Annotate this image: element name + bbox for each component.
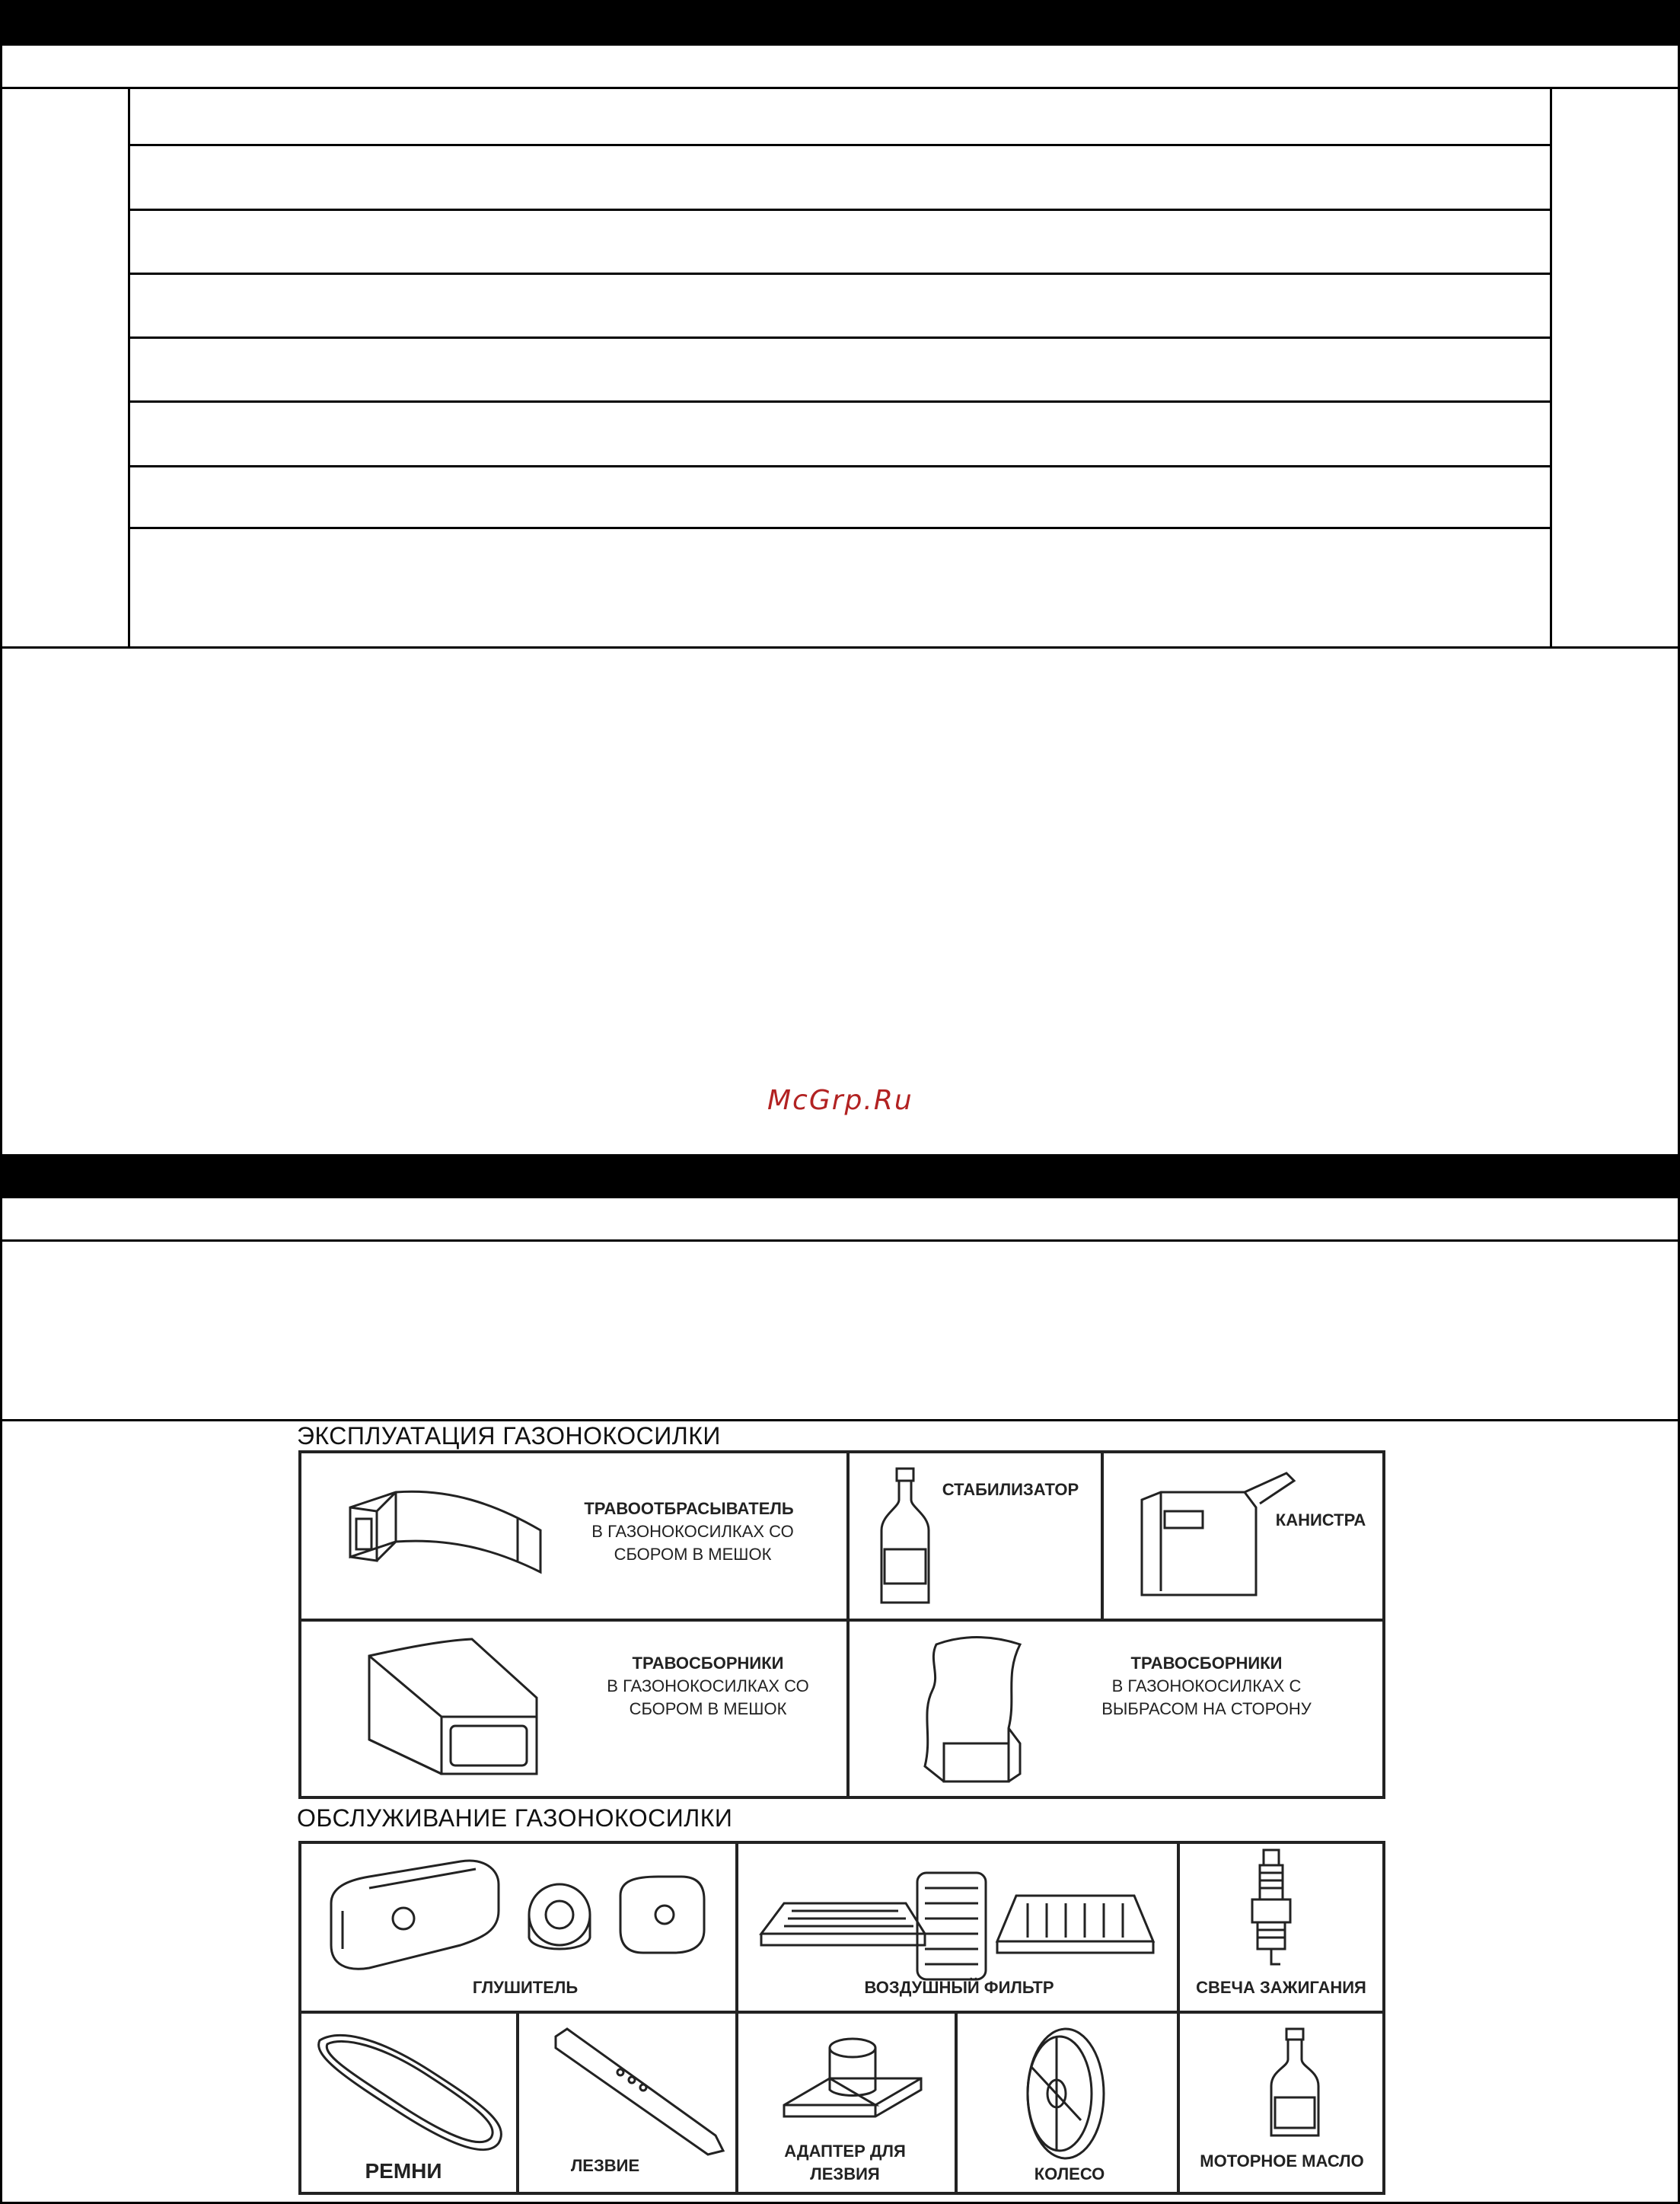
grid-divider (516, 2011, 519, 2195)
muffler-title: ГЛУШИТЕЛЬ (472, 1978, 579, 1997)
operation-heading: ЭКСПЛУАТАЦИЯ ГАЗОНОКОСИЛКИ (297, 1422, 721, 1450)
grid-divider (735, 1841, 738, 2195)
fuel-can-title: КАНИСТРА (1275, 1510, 1366, 1529)
grass-bag-icon (358, 1633, 548, 1785)
empty-table (128, 87, 1552, 649)
blade-adapter-icon (776, 2033, 929, 2139)
blade-title: ЛЕЗВИЕ (570, 2156, 640, 2175)
motor-oil-title: МОТОРНОЕ МАСЛО (1200, 2151, 1364, 2171)
blade-icon (548, 2025, 731, 2162)
side-bag-desc: В ГАЗОНОКОСИЛКАХ С ВЫБРАСОМ НА СТОРОНУ (1101, 1676, 1312, 1718)
discharge-chute-icon (343, 1481, 548, 1603)
grass-bag-title: ТРАВОСБОРНИКИ (632, 1654, 784, 1673)
blade-adapter-title: АДАПТЕР ДЛЯ ЛЕЗВИЯ (784, 2142, 906, 2183)
header-bar-top (0, 0, 1680, 46)
stabilizer-title: СТАБИЛИЗАТОР (942, 1480, 1079, 1499)
belt-icon (308, 2025, 514, 2162)
table-row (128, 209, 1552, 211)
table-row (128, 144, 1552, 146)
wheel-icon (1020, 2021, 1111, 2166)
table-row (128, 527, 1552, 529)
divider (0, 1239, 1680, 1242)
discharge-chute-title: ТРАВООТБРАСЫВАТЕЛЬ (584, 1499, 794, 1518)
air-filter-icon (754, 1858, 1165, 1987)
watermark: McGrp.Ru (767, 1085, 913, 1116)
belt-title: РЕМНИ (365, 2159, 442, 2183)
table-row (128, 337, 1552, 339)
grid-divider (846, 1450, 850, 1799)
motor-oil-bottle-icon (1264, 2025, 1332, 2139)
fuel-can-icon (1130, 1469, 1302, 1606)
wheel-title: КОЛЕСО (1034, 2164, 1105, 2183)
side-bag-title: ТРАВОСБОРНИКИ (1130, 1654, 1283, 1673)
table-row (128, 400, 1552, 403)
table-row (128, 465, 1552, 467)
grid-divider (298, 1619, 1385, 1622)
grid-divider (298, 2011, 1385, 2014)
side-discharge-bag-icon (913, 1629, 1028, 1785)
spark-plug-title: СВЕЧА ЗАЖИГАНИЯ (1196, 1978, 1366, 1997)
air-filter-title: ВОЗДУШНЫЙ ФИЛЬТР (864, 1978, 1054, 1997)
grid-divider (1101, 1450, 1104, 1620)
discharge-chute-desc: В ГАЗОНОКОСИЛКАХ СО СБОРОМ В МЕШОК (591, 1522, 794, 1564)
table-row (128, 273, 1552, 275)
muffler-icon (324, 1858, 727, 1995)
divider (0, 646, 1680, 649)
service-heading: ОБСЛУЖИВАНИЕ ГАЗОНОКОСИЛКИ (297, 1804, 733, 1832)
left-border (0, 46, 2, 2204)
grass-bag-desc: В ГАЗОНОКОСИЛКАХ СО СБОРОМ В МЕШОК (607, 1676, 809, 1718)
divider (0, 1419, 1680, 1421)
grid-divider (955, 2011, 958, 2195)
grid-divider (1177, 1841, 1180, 2195)
header-bar-middle (0, 1154, 1680, 1198)
spark-plug-icon (1241, 1846, 1302, 1972)
